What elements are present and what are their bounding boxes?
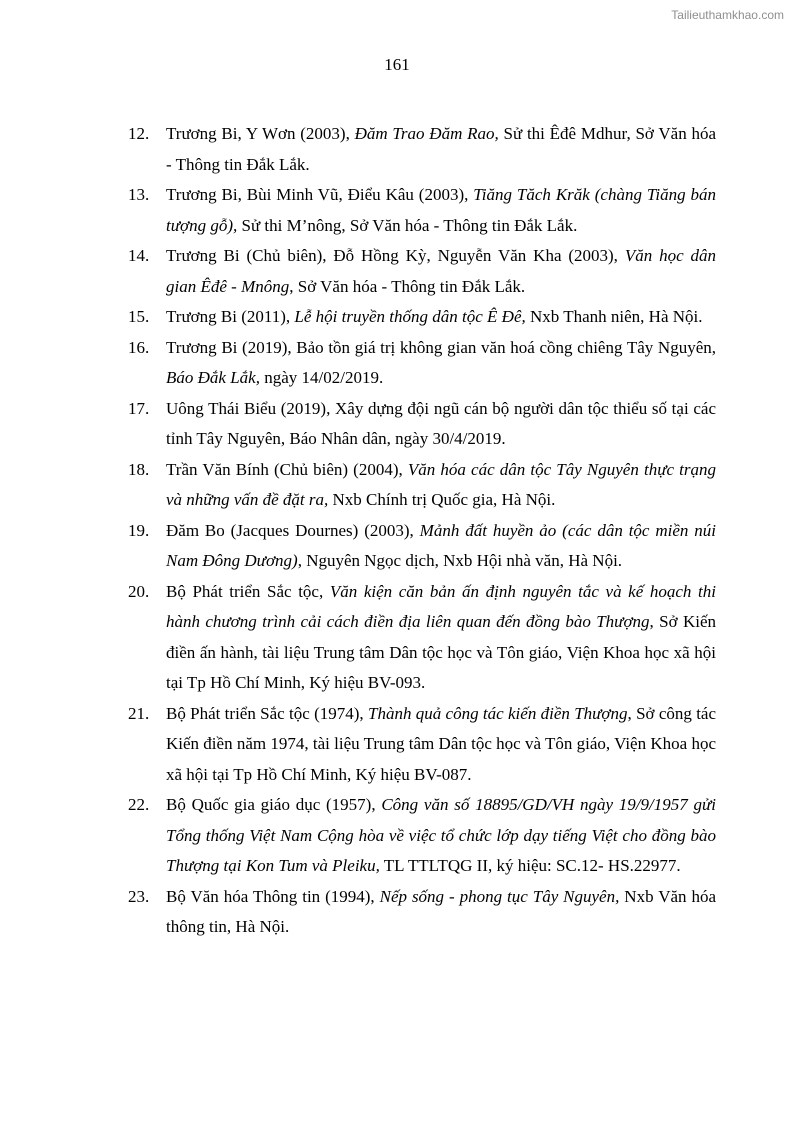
reference-text-segment: Trương Bi, Y Wơn (2003), [166,124,355,143]
reference-list [128,119,716,943]
reference-item [128,180,716,241]
reference-number: 23. [128,886,150,906]
reference-number: 14. [128,246,150,265]
watermark: Tailieuthamkhao.com [671,8,784,22]
reference-text-segment: Bộ Phát triển Sắc tộc (1974), [166,703,368,723]
reference-number: 19. [128,520,150,540]
reference-title-segment: Công văn số 18895/GD/VH ngày 19/9/1957 gửi Tổng thống Việt Nam Cộng hòa về việc tổ chức lớp dạy tiếng Việt cho đồng bào Thượng tại Kon Tum và Pleiku, [166,795,716,875]
reference-text-segment: , Sở công tác Kiến điền năm 1974, tài liệu Trung tâm Dân tộc học và Tôn giáo, Viện Khoa học xã hội tại Tp Hồ Chí Minh, Ký hiệu BV-087. [166,703,717,784]
reference-text-segment: TL TTLTQG II, ký hiệu: SC.12- HS.22977. [379,856,681,875]
reference-number: 15. [128,307,150,326]
reference-number: 20. [128,581,150,601]
reference-item [128,119,716,180]
reference-text-segment: Nxb Chính trị Quốc gia, Hà Nội. [328,490,556,509]
reference-text-segment: Trương Bi, Bùi Minh Vũ, Điểu Kâu (2003), [166,185,474,204]
reference-number: 13. [128,185,150,204]
reference-item [128,333,716,394]
reference-text-segment: Nxb Thanh niên, Hà Nội. [525,307,703,326]
reference-number: 16. [128,337,150,357]
reference-text-segment: ngày 14/02/2019. [259,368,384,387]
reference-number: 17. [128,398,150,418]
reference-item [128,241,716,302]
reference-item [128,577,716,699]
reference-item [128,790,716,882]
reference-number: 18. [128,459,150,479]
reference-item [128,699,716,791]
reference-title-segment: Thành quả công tác kiến điền Thượng [367,703,628,723]
reference-title-segment: Văn hóa các dân tộc Tây Nguyên thực trạng và những vấn đề đặt ra, [166,459,716,509]
reference-number: 21. [128,703,150,723]
reference-text-segment: Bộ Văn hóa Thông tin (1994), [166,886,380,906]
page-number: 161 [384,55,410,74]
reference-text-segment: Trương Bi (2019), Bảo tồn giá trị không gian văn hoá cồng chiêng Tây Nguyên, [166,337,716,357]
reference-title-segment: Lễ hội truyền thống dân tộc Ê Đê, [294,307,526,326]
reference-text-segment: Bộ Quốc gia giáo dục (1957), [166,795,382,814]
reference-text-segment: Bộ Phát triển Sắc tộc, [166,581,330,601]
reference-text-segment: Trương Bi (Chủ biên), Đỗ Hồng Kỳ, Nguyễn Văn Kha (2003), [166,246,625,265]
reference-text-segment: , Nguyên Ngọc dịch, Nxb Hội nhà văn, Hà Nội. [297,551,623,570]
reference-item [128,302,716,333]
reference-title-segment: Tiăng Tăch Krăk (chàng Tiăng bán tượng gỗ), [166,185,716,235]
reference-text-segment: Nxb Văn hóa thông tin, Hà Nội. [166,886,717,936]
reference-text-segment: Trần Văn Bính (Chủ biên) (2004), [166,459,408,479]
reference-title-segment: Báo Đắk Lắk, [166,368,260,387]
reference-number: 22. [128,795,150,814]
reference-item [128,516,716,577]
reference-text-segment: , Sở Kiến điền ấn hành, tài liệu Trung tâm Dân tộc học và Tôn giáo, Viện Khoa học xã hội tại Tp Hồ Chí Minh, Ký hiệu BV-093. [166,612,717,692]
reference-title-segment: Văn học dân gian Êđê - Mnông [166,246,716,296]
reference-text-segment: Uông Thái Biểu (2019), Xây dựng đội ngũ cán bộ người dân tộc thiểu số tại các tỉnh Tây Nguyên, Báo Nhân dân, ngày 30/4/2019. [166,398,716,448]
reference-item [128,455,716,516]
reference-title-segment: Mảnh đất huyền ảo (các dân tộc miền núi Nam Đông Dương) [166,520,717,570]
reference-title-segment: Đăm Trao Đăm Rao, [354,124,499,143]
reference-text-segment: Sử thi M’nông, Sở Văn hóa - Thông tin Đắk Lắk. [237,215,578,235]
reference-text-segment: , Sở Văn hóa - Thông tin Đắk Lắk. [289,276,526,296]
reference-text-segment: Sử thi Êđê Mdhur, Sở Văn hóa - Thông tin Đắk Lắk. [166,124,716,174]
reference-text-segment: Trương Bi (2011), [166,307,295,326]
reference-title-segment: Nếp sống - phong tục Tây Nguyên, [379,886,620,906]
reference-text-segment: Đăm Bo (Jacques Dournes) (2003), [166,520,420,540]
reference-number: 12. [128,124,150,143]
reference-item [128,394,716,455]
reference-title-segment: Văn kiện căn bản ấn định nguyên tắc và kế hoạch thi hành chương trình cải cách điền địa liên quan đến đồng bào Thượng [166,581,716,631]
reference-item [128,882,716,943]
